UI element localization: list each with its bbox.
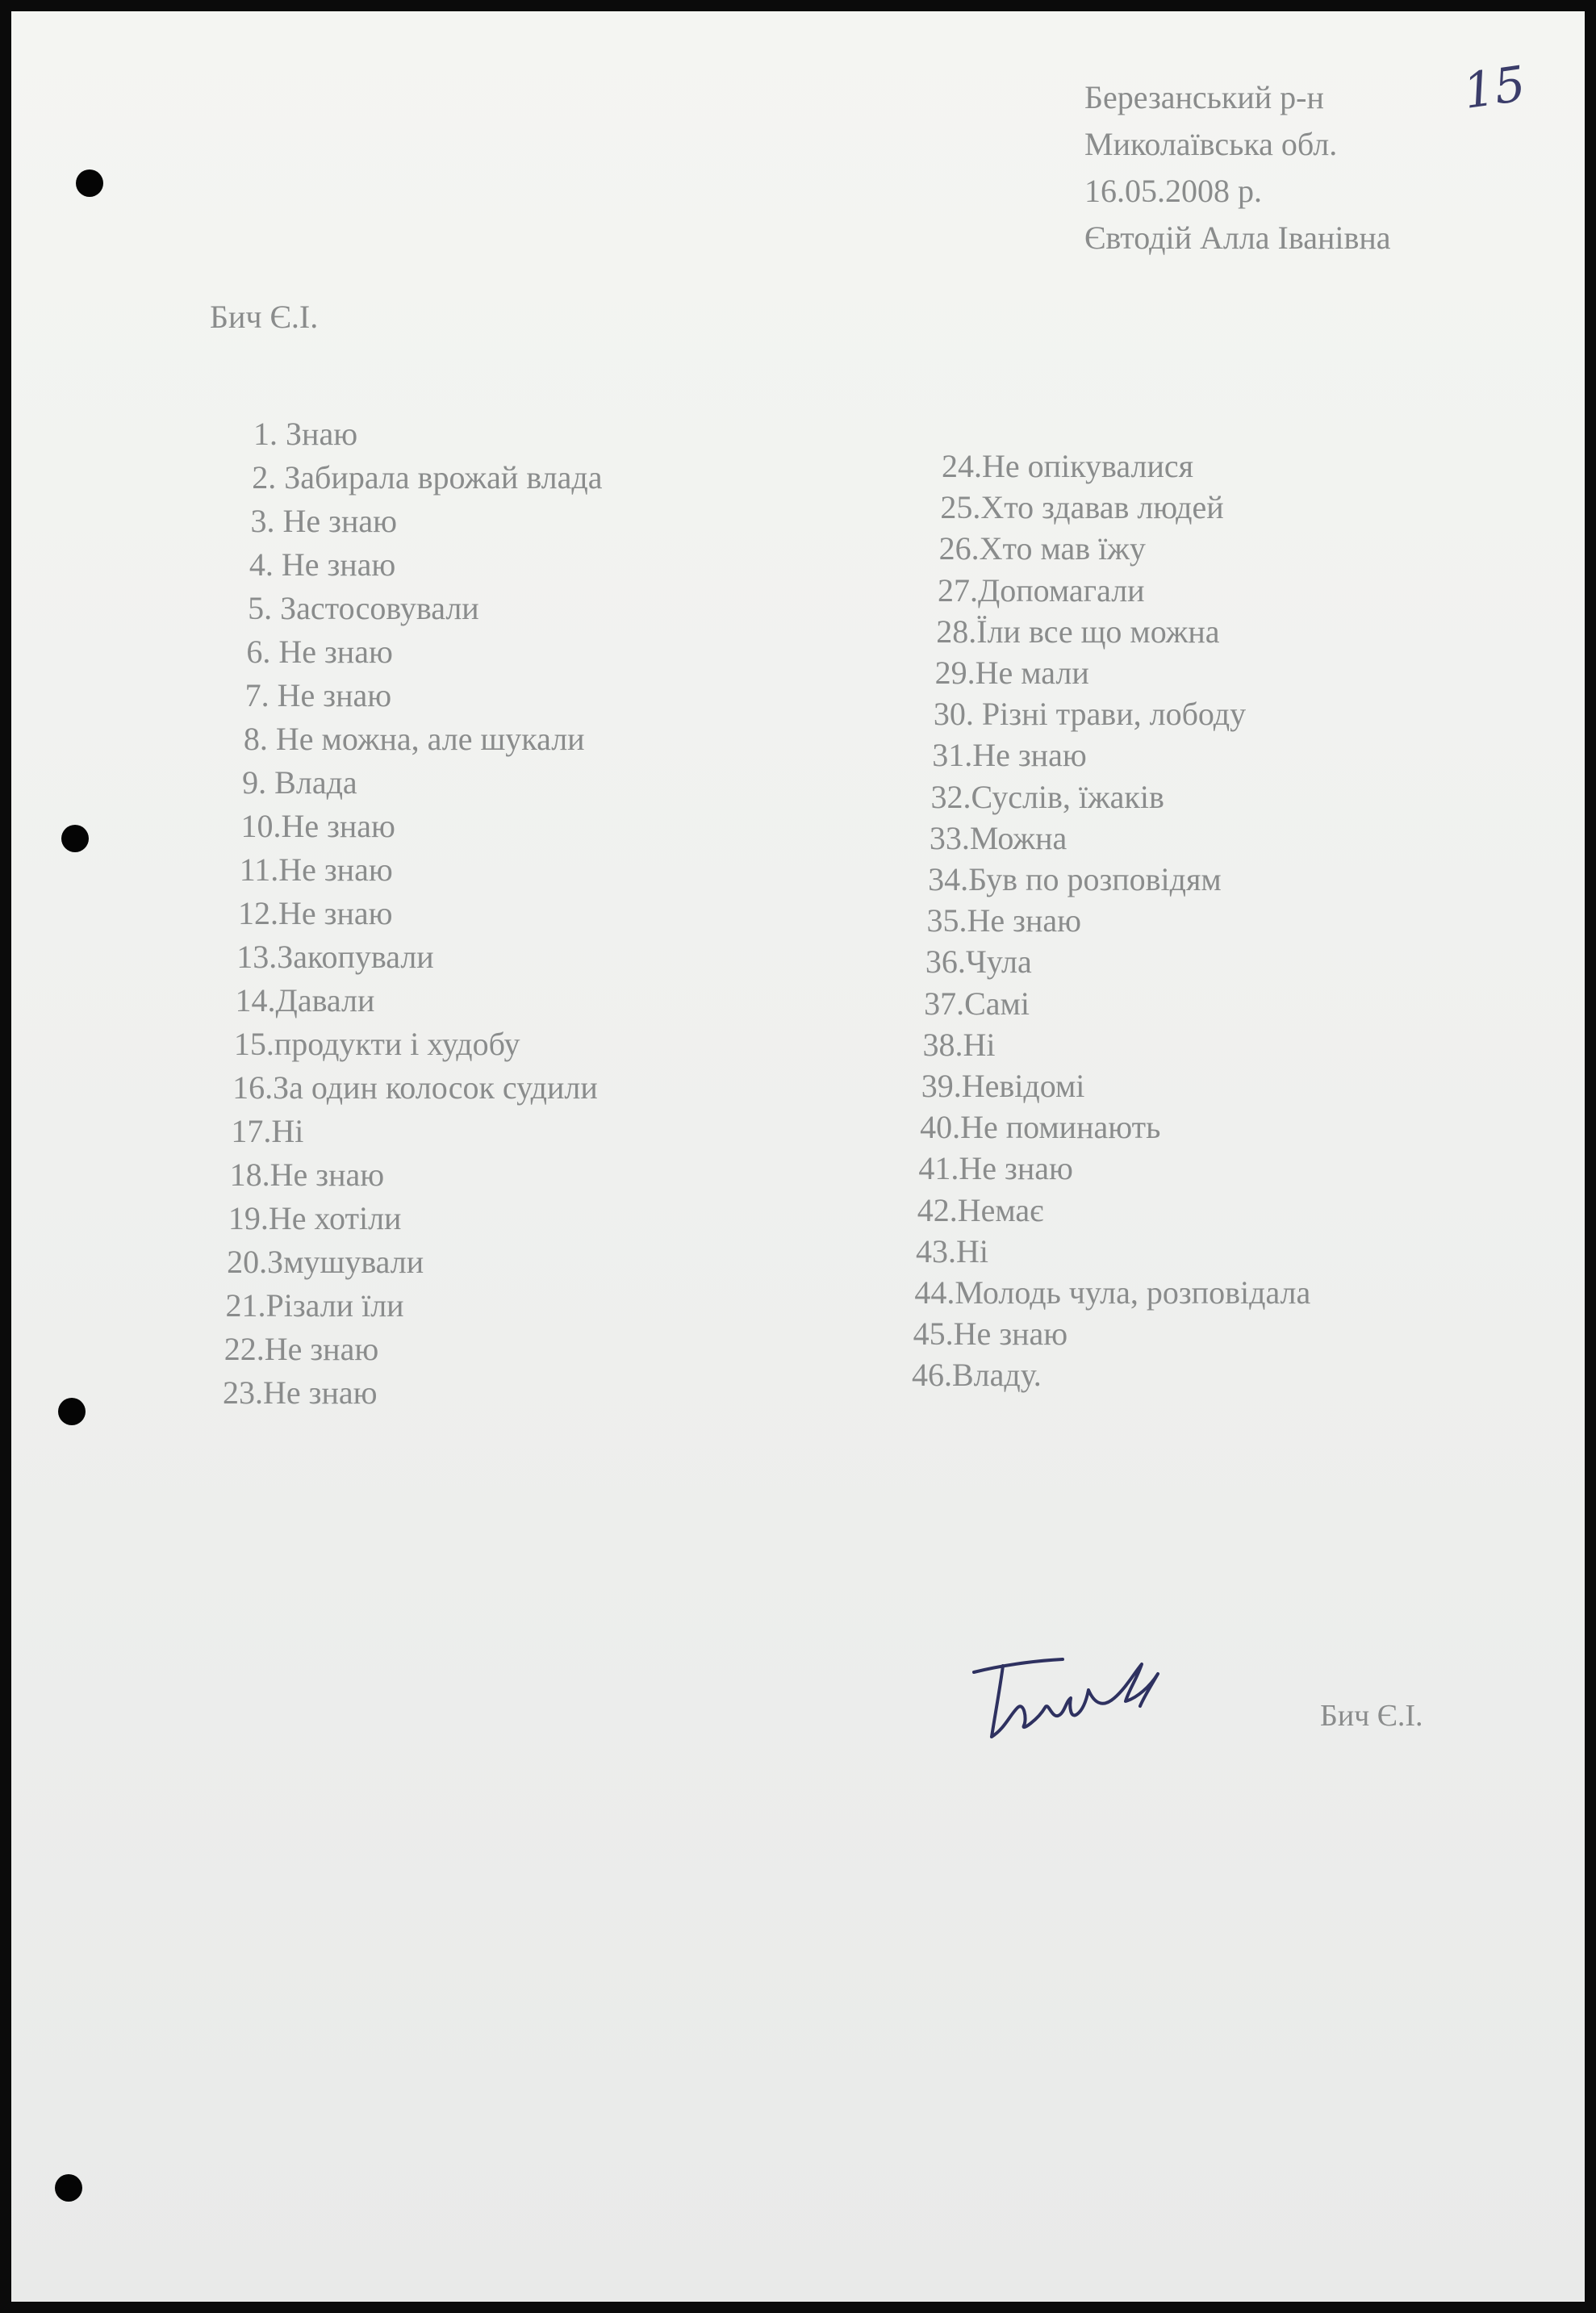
- district: Березанський р-н: [1084, 79, 1324, 115]
- answer-item: 2. Забирала врожай влада: [252, 459, 603, 496]
- answer-item: 46.Владу.: [912, 1357, 1042, 1394]
- answer-item: 22.Не знаю: [224, 1331, 379, 1367]
- answer-item: 17.Ні: [231, 1113, 304, 1149]
- handwritten-signature: [967, 1642, 1193, 1746]
- answer-item: 28.Їли все що можна: [936, 613, 1220, 650]
- answer-item: 19.Не хотіли: [228, 1200, 402, 1236]
- answer-item: 27.Допомагали: [937, 571, 1145, 609]
- answer-item: 26.Хто мав їжу: [938, 530, 1146, 567]
- answer-item: 38.Ні: [922, 1026, 996, 1063]
- date: 16.05.2008 р.: [1084, 173, 1262, 209]
- answer-item: 18.Не знаю: [229, 1156, 385, 1193]
- answer-item: 44.Молодь чула, розповідала: [914, 1274, 1311, 1311]
- answer-item: 14.Давали: [235, 982, 375, 1018]
- header-block: [1084, 74, 1391, 261]
- answer-item: 15.продукти і худобу: [233, 1026, 520, 1062]
- signature-name: Бич Є.І.: [1320, 1699, 1423, 1733]
- answer-item: 11.Не знаю: [239, 851, 393, 888]
- answer-item: 16.За один колосок судили: [232, 1069, 598, 1106]
- answer-item: 29.Не мали: [934, 655, 1089, 691]
- answer-item: 43.Ні: [916, 1232, 989, 1269]
- answer-item: 39.Невідомі: [921, 1068, 1085, 1104]
- document-page: [11, 11, 1585, 2302]
- region: Миколаївська обл.: [1084, 126, 1338, 162]
- answer-item: 13.Закопували: [236, 939, 434, 975]
- answer-item: 34.Був по розповідям: [928, 861, 1222, 897]
- punch-hole: [58, 1398, 86, 1425]
- interviewer: Євтодій Алла Іванівна: [1084, 220, 1391, 256]
- answer-item: 45.Не знаю: [913, 1315, 1068, 1353]
- answer-item: 24.Не опікувалися: [942, 448, 1194, 484]
- answer-item: 3. Не знаю: [250, 503, 398, 539]
- answer-item: 37.Самі: [924, 985, 1030, 1022]
- answer-item: 31.Не знаю: [932, 737, 1087, 774]
- answer-item: 10.Не знаю: [240, 808, 395, 844]
- answer-item: 23.Не знаю: [223, 1374, 378, 1411]
- answer-item: 21.Різали їли: [225, 1287, 404, 1324]
- answer-item: 4. Не знаю: [249, 546, 396, 583]
- answer-item: 7. Не знаю: [244, 677, 392, 713]
- answer-item: 20.Змушували: [227, 1244, 424, 1280]
- answer-item: 35.Не знаю: [926, 902, 1081, 939]
- answer-item: 8. Не можна, але шукали: [243, 721, 585, 757]
- answer-item: 1. Знаю: [253, 416, 358, 452]
- respondent-name: Бич Є.І.: [210, 299, 319, 335]
- answer-item: 36.Чула: [925, 943, 1032, 981]
- answer-item: 30. Різні трави, лободу: [933, 696, 1247, 733]
- answer-item: 33.Можна: [929, 819, 1067, 856]
- answer-item: 42.Немає: [917, 1191, 1044, 1228]
- punch-hole: [76, 169, 103, 197]
- punch-hole: [61, 825, 89, 852]
- answer-item: 6. Не знаю: [246, 634, 393, 670]
- page-number: 15: [1460, 56, 1529, 120]
- answer-item: 41.Не знаю: [918, 1150, 1073, 1187]
- answer-item: 5. Застосовували: [248, 590, 479, 626]
- answer-item: 12.Не знаю: [238, 895, 393, 931]
- answer-item: 9. Влада: [242, 764, 357, 801]
- answer-item: 32.Суслів, їжаків: [930, 778, 1164, 815]
- answer-item: 25.Хто здавав людей: [940, 489, 1224, 526]
- punch-hole: [55, 2174, 82, 2202]
- answer-item: 40.Не поминають: [920, 1109, 1161, 1146]
